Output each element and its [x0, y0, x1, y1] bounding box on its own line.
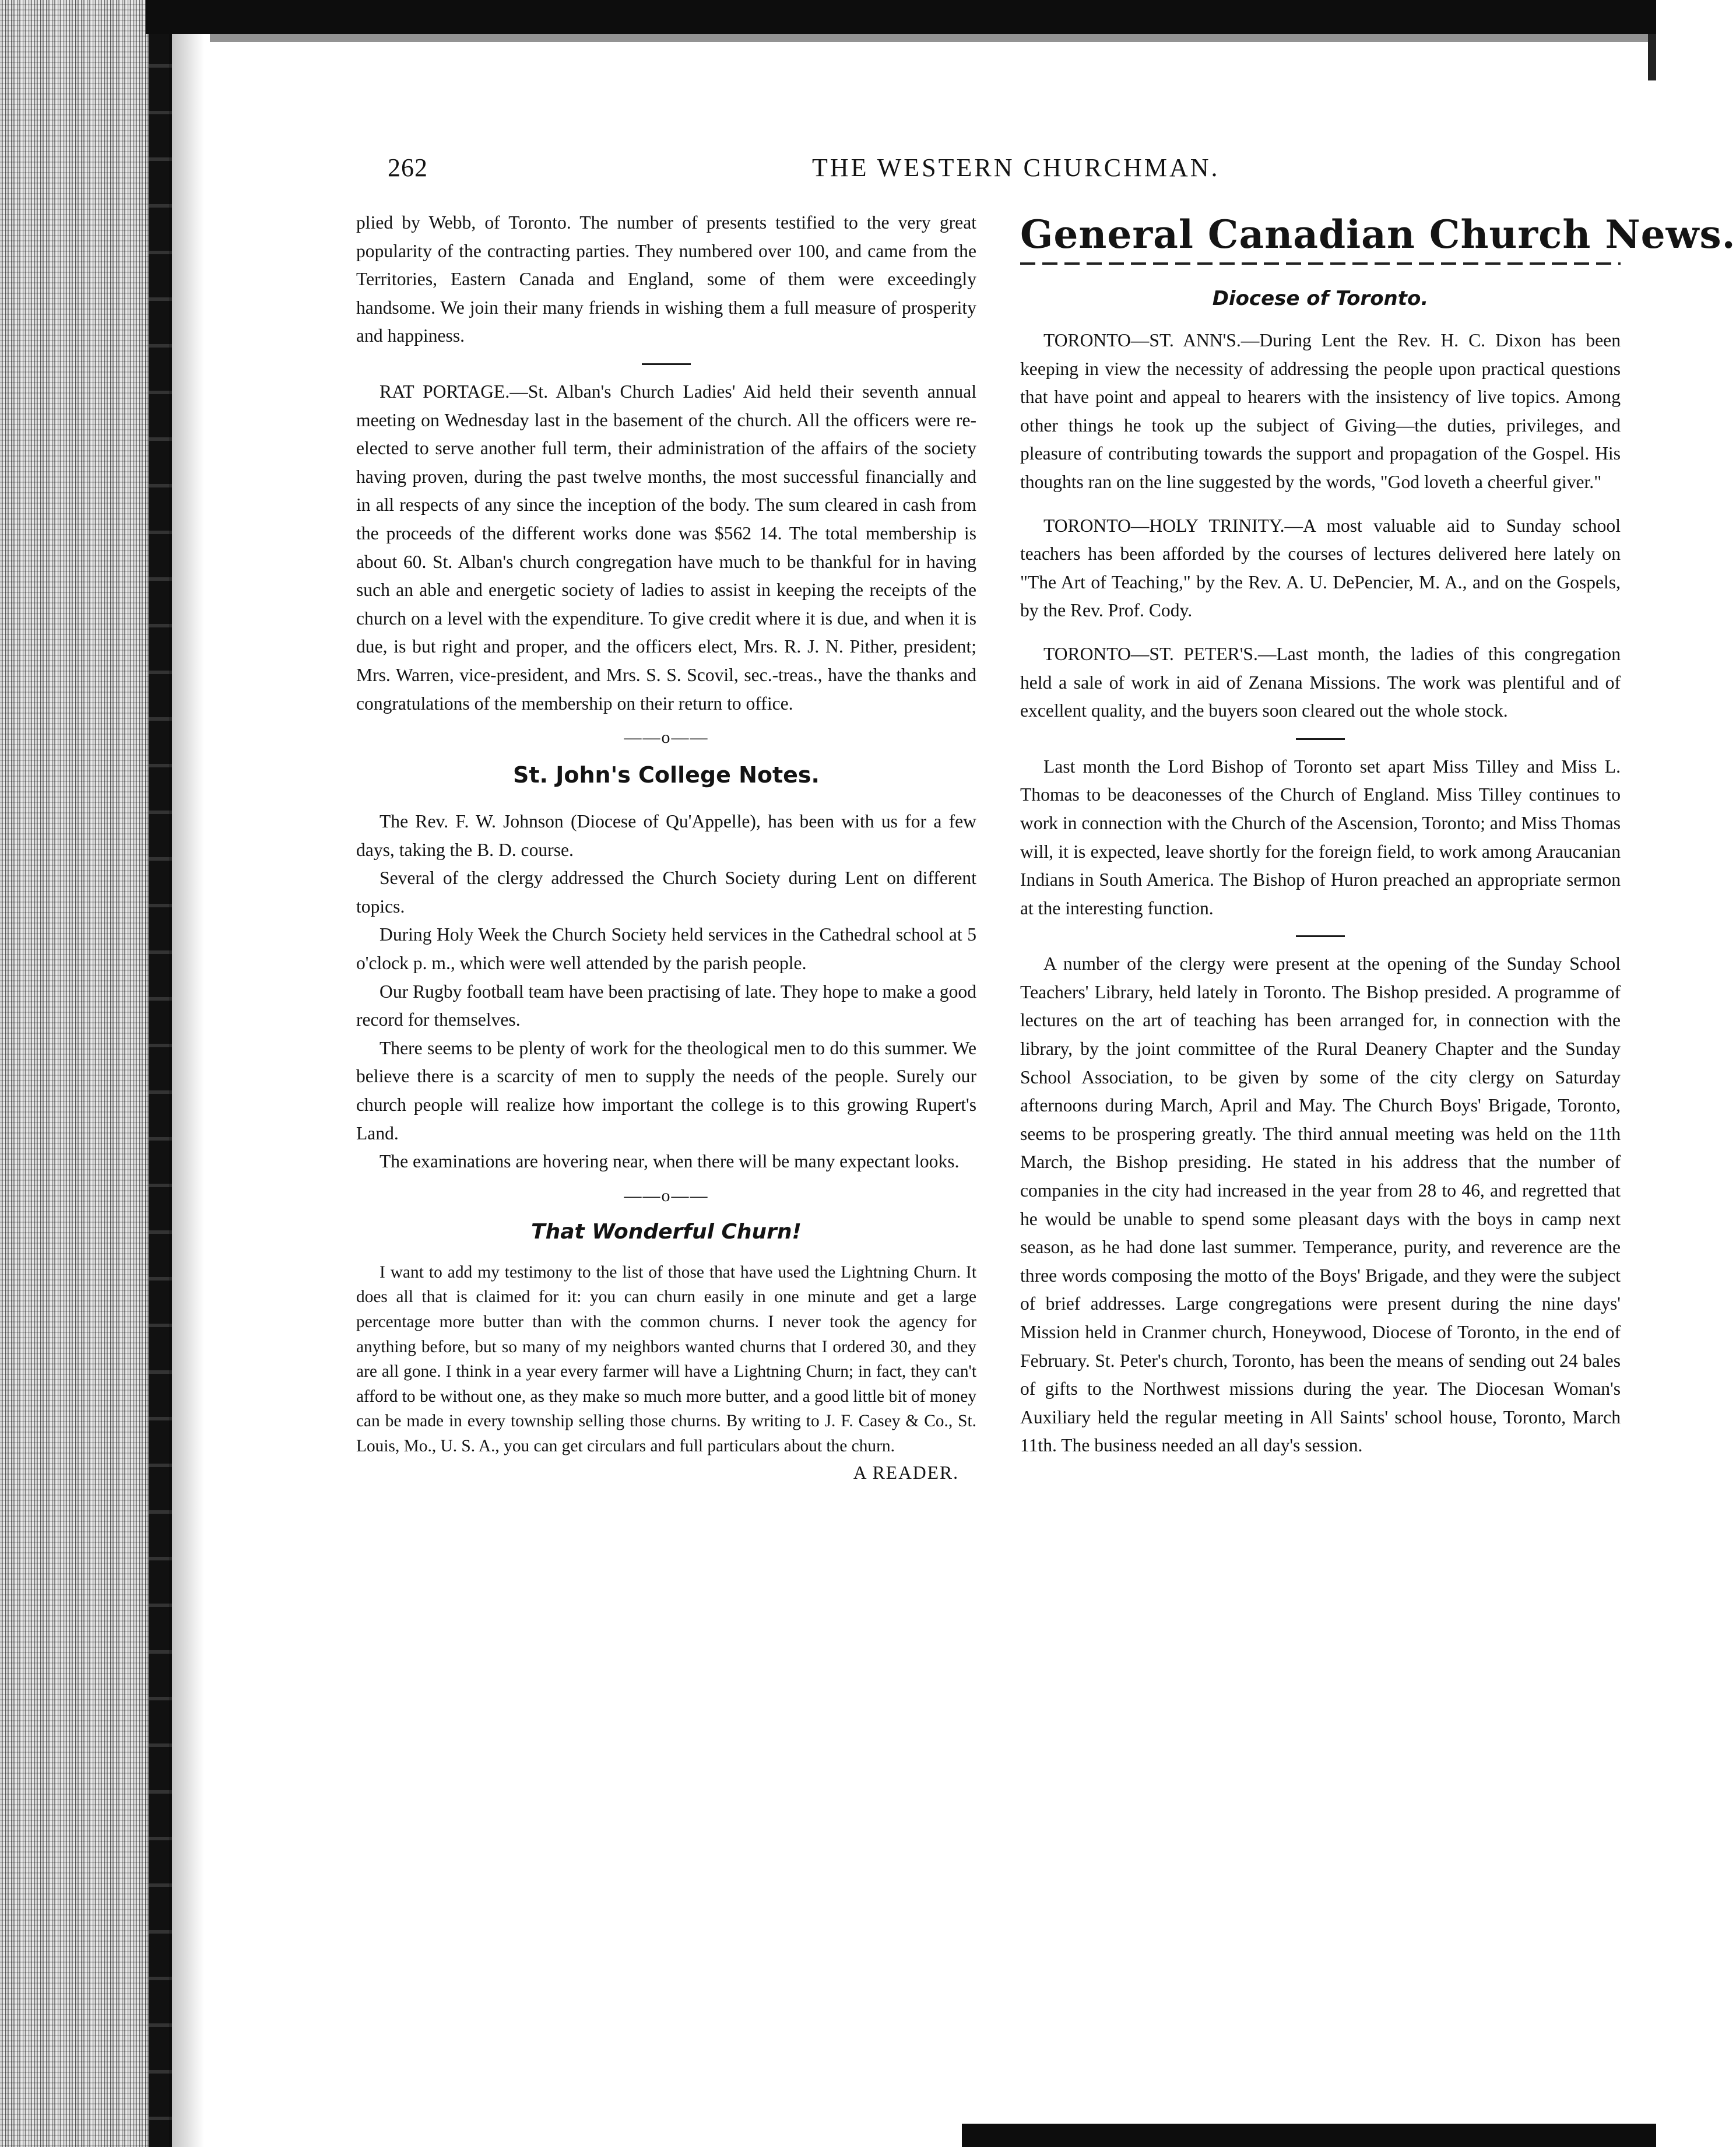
scan-top-border	[146, 0, 1656, 34]
scan-right-border	[1648, 34, 1656, 80]
college-notes-heading: St. John's College Notes.	[513, 762, 820, 788]
holy-trinity-paragraph: TORONTO—HOLY TRINITY.—A most valuable aid to Sunday school teachers has been afforded by the courses of lectures delivered here lately on "The Art of Teaching," by the Rev. A. U. DePencier, M. A., and on the Gospels, by the Rev. Prof. Cody.	[1020, 515, 1621, 621]
college-note: The examinations are hovering near, when there will be many expectant looks.	[379, 1151, 960, 1172]
churn-heading: That Wonderful Churn!	[531, 1219, 802, 1244]
college-note: The Rev. F. W. Johnson (Diocese of Qu'Appelle), has been with us for a few days, taking the B. D. course.	[356, 811, 976, 860]
running-head: THE WESTERN CHURCHMAN.	[812, 153, 1220, 182]
page-spine-shadow	[0, 0, 169, 2147]
churn-signature: A READER.	[853, 1462, 959, 1483]
college-note: There seems to be plenty of work for the theological men to do this summer. We believe there is a scarcity of men to supply the needs of the people. Surely our church people will realize how important the college is to this growing Rupert's Land.	[356, 1037, 976, 1143]
sunday-school-library-paragraph: A number of the clergy were present at the opening of the Sunday School Teachers' Library, held lately in Toronto. The Bishop presided. A programme of lectures on the art of teaching has been arranged for, in connection with the library, by the joint committee of the Rural Deanery Chapter and the Sunday School Association, to be given by some of the city clergy on Saturday afternoons during March, April and May. The Church Boys' Brigade, Toronto, seems to be prospering greatly. The third annual meeting was held on the 11th March, the Bishop presiding. He stated in his address that the number of companies in the city had increased in the year from 28 to 46, and regretted that he would be unable to spend some pleasant days with the boys in camp next season, as he had done last summer. Temperance, purity, and reverence are the three words composing the motto of the Boys' Brigade, and they were the subject of brief addresses. Large congregations were present during the nine days' Mission held in Cranmer church, Honeywood, Diocese of Toronto, in the end of February. St. Peter's church, Toronto, has been the means of sending out 24 bales of gifts to the Northwest missions during the year. The Diocesan Woman's Auxiliary held the regular meeting in All Saints' school house, Toronto, March 11th. The business needed an all day's session.	[1020, 953, 1621, 1456]
college-note: Our Rugby football team have been practising of late. They hope to make a good record for themselves.	[356, 981, 976, 1030]
section-rule	[1296, 935, 1345, 937]
st-anns-paragraph: TORONTO—ST. ANN'S.—During Lent the Rev. H. C. Dixon has been keeping in view the necessity of addressing the people upon practical questions that have point and appeal to hearers with the insistency of live topics. Among other things he took up the subject of Giving—the duties, privileges, and pleasure of contributing towards the support and propagation of the Gospel. His thoughts ran on the line suggested by the words, "God loveth a cheerful giver."	[1020, 330, 1621, 492]
page-number: 262	[388, 153, 428, 182]
ornament-divider: ——o——	[624, 1185, 709, 1205]
college-note: During Holy Week the Church Society held services in the Cathedral school at 5 o'clock p. m., which were well attended by the parish people.	[356, 924, 976, 974]
scan-bottom-border	[962, 2124, 1656, 2147]
section-rule	[1296, 738, 1345, 740]
right-column	[1020, 209, 1736, 1460]
scan-top-border-shadow	[210, 34, 1656, 42]
wedding-paragraph-continued: plied by Webb, of Toronto. The number of presents testified to the very great popularity of the contracting parties. They numbered over 100, and came from the Territories, Eastern Canada and England, some of them were exceedingly handsome. We join their many friends in wishing them a full measure of prosperity and happiness.	[356, 212, 976, 346]
paragraph-gap	[1020, 625, 1621, 640]
college-note: Several of the clergy addressed the Church Society during Lent on different topics.	[356, 868, 976, 917]
page-header	[388, 153, 1623, 188]
masthead-rule	[1020, 262, 1621, 265]
gutter-edge	[149, 0, 172, 2147]
ornament-divider: ——o——	[624, 728, 709, 748]
left-column	[356, 209, 976, 1487]
churn-testimony: I want to add my testimony to the list of those that have used the Lightning Churn. It does all that is claimed for it: you can churn easily in one minute and get a large percentage more butter than with the common churns. I never took the agency for anything before, but so many of my neighbors wanted churns that I ordered 30, and they are all gone. I think in a year every farmer will have a Lightning Churn; in fact, they can't afford to be without one, as they make so much more butter, and a good little bit of money can be made in every township selling those churns. By writing to J. F. Casey & Co., St. Louis, Mo., U. S. A., you can get circulars and full particulars about the churn.	[356, 1262, 976, 1455]
gutter-fade	[169, 0, 204, 2147]
deaconesses-paragraph: Last month the Lord Bishop of Toronto set apart Miss Tilley and Miss L. Thomas to be deaconesses of the Church of England. Miss Tilley continues to work in connection with the Church of the Ascension, Toronto; and Miss Thomas will, it is expected, leave shortly for the foreign field, to work among Araucanian Indians in South America. The Bishop of Huron preached an appropriate sermon at the interesting function.	[1020, 756, 1621, 918]
section-rule	[642, 363, 691, 365]
st-peters-paragraph: TORONTO—ST. PETER'S.—Last month, the ladies of this congregation held a sale of work in aid of Zenana Missions. The work was plentiful and of excellent quality, and the buyers soon cleared out the whole stock.	[1020, 643, 1621, 721]
paragraph-gap	[1020, 497, 1621, 512]
rat-portage-paragraph: RAT PORTAGE.—St. Alban's Church Ladies' Aid held their seventh annual meeting on Wednesday last in the basement of the church. All the officers were re-elected to serve another full term, their administration of the affairs of the society having proven, during the past twelve months, the most successful financially and in all respects of any since the inception of the body. The sum cleared in cash from the proceeds of the different works done was $562 14. The total membership is about 60. St. Alban's church congregation have much to be thankful for in having such an able and energetic society of ladies to assist in keeping the receipts of the church on a level with the expenditure. To give credit where it is due, and when it is due, is but right and proper, and the officers elect, Mrs. R. J. N. Pither, president; Mrs. Warren, vice-president, and Mrs. S. S. Scovil, sec.-treas., have the thanks and congratulations of the membership on their return to office.	[356, 381, 976, 714]
news-masthead: General Canadian Church News.	[1020, 212, 1736, 257]
diocese-heading: Diocese of Toronto.	[1212, 287, 1429, 310]
